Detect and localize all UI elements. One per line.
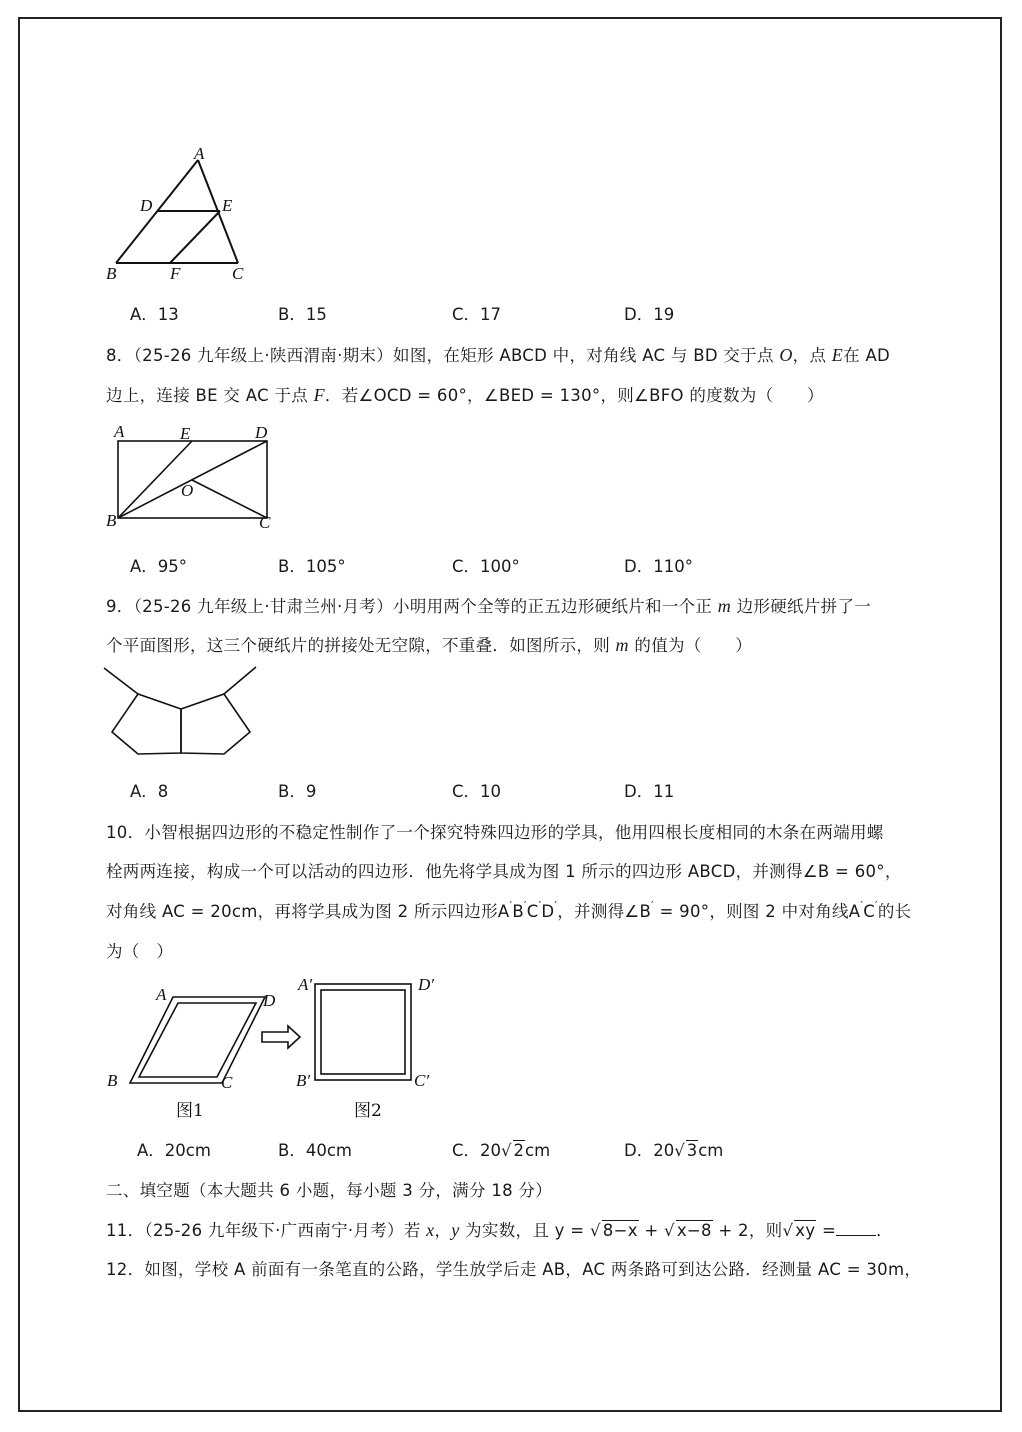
q8-option-a[interactable] bbox=[130, 553, 187, 577]
q7-line-ef bbox=[170, 211, 220, 263]
q8-label-a: A bbox=[114, 422, 125, 441]
q8-label-b: B bbox=[106, 511, 117, 530]
q10-figure bbox=[100, 972, 450, 1124]
q7-label-b: B bbox=[106, 264, 117, 283]
q11-answer-blank[interactable] bbox=[836, 1221, 876, 1236]
q10-question-line1: 10．小智根据四边形的不稳定性制作了一个探究特殊四边形的学具，他用四根长度相同的木条在两端用螺 bbox=[106, 823, 884, 842]
q8-option-d[interactable] bbox=[624, 553, 693, 577]
option-value: 15 bbox=[305, 305, 327, 324]
q7-option-d[interactable] bbox=[624, 301, 674, 325]
q9-question-line2: 个平面图形，这三个硬纸片的拼接处无空隙，不重叠．如图所示，则 m 的值为（ ） bbox=[106, 635, 753, 655]
q10-square-inner bbox=[321, 990, 405, 1074]
q10-question-line4: 为（ ） bbox=[106, 942, 174, 961]
q8-label-c: C bbox=[259, 513, 271, 532]
q7-label-d: D bbox=[140, 196, 153, 215]
option-letter: D． bbox=[624, 305, 654, 324]
q10-label-c: C bbox=[221, 1073, 233, 1092]
option-value: 11 bbox=[653, 782, 675, 801]
q7-label-c: C bbox=[232, 264, 244, 283]
q9-line-left bbox=[104, 668, 138, 694]
q10-label-c-prime: C′ bbox=[414, 1071, 430, 1090]
q8-label-e: E bbox=[180, 424, 191, 443]
option-value: 17 bbox=[480, 305, 502, 324]
q10-caption-fig2: 图2 bbox=[354, 1101, 382, 1121]
option-letter: C． bbox=[452, 782, 481, 801]
q8-line-be bbox=[118, 441, 192, 518]
q8-label-d: D bbox=[255, 423, 268, 442]
q10-arrow-icon bbox=[262, 1026, 300, 1048]
option-letter: D． bbox=[624, 557, 654, 576]
option-letter: D． bbox=[624, 782, 654, 801]
q7-triangle-figure bbox=[100, 140, 260, 285]
q7-option-c[interactable] bbox=[452, 301, 501, 325]
q8-option-c[interactable] bbox=[452, 553, 520, 577]
q10-label-a: A bbox=[156, 985, 167, 1004]
q10-caption-fig1: 图1 bbox=[176, 1101, 204, 1121]
section2-title: 二、填空题（本大题共 6 小题，每小题 3 分，满分 18 分） bbox=[106, 1181, 553, 1200]
option-value: 105° bbox=[305, 557, 346, 576]
q10-rhombus-inner bbox=[139, 1003, 256, 1077]
option-letter: C． bbox=[452, 557, 481, 576]
q10-label-d: D bbox=[263, 991, 276, 1010]
option-value: 100° bbox=[480, 557, 520, 576]
option-value: 95° bbox=[157, 557, 188, 576]
option-letter: C． bbox=[452, 305, 481, 324]
q9-option-b[interactable] bbox=[278, 778, 316, 802]
option-letter: A． bbox=[137, 1141, 165, 1160]
q10-label-b: B bbox=[107, 1071, 118, 1090]
q8-option-b[interactable] bbox=[278, 553, 346, 577]
q9-option-d[interactable] bbox=[624, 778, 674, 802]
q10-question-line3: 对角线 AC = 20cm，再将学具成为图 2 所示四边形A′B′C′D′，并测得∠B′ = 90°，则图 2 中对角线A′C′的长 bbox=[106, 898, 912, 921]
q10-label-d-prime: D′ bbox=[418, 975, 434, 994]
q9-pentagons-figure bbox=[100, 662, 265, 772]
option-letter: A． bbox=[130, 557, 158, 576]
q8-line-oc bbox=[192, 480, 267, 518]
q10-label-b-prime: B′ bbox=[296, 1071, 311, 1090]
q10-label-a-prime: A′ bbox=[298, 975, 313, 994]
q8-rectangle-figure bbox=[104, 422, 284, 537]
q10-option-b[interactable] bbox=[278, 1137, 352, 1161]
q9-question-line1: 9．（25-26 九年级上·甘肃兰州·月考）小明用两个全等的正五边形硬纸片和一个正 m 边形硬纸片拼了一 bbox=[106, 596, 872, 616]
option-value: 19 bbox=[653, 305, 675, 324]
q10-question-line2: 栓两两连接，构成一个可以活动的四边形．他先将学具成为图 1 所示的四边形 ABCD，并测得∠B = 60°， bbox=[106, 862, 902, 881]
q11-question: 11．（25-26 九年级下·广西南宁·月考）若 x，y 为实数，且 y = √ 8−x + √ x−8 + 2，则√ xy = ． bbox=[106, 1220, 893, 1240]
q12-question-line1: 12．如图，学校 A 前面有一条笔直的公路，学生放学后走 AB，AC 两条路可到达公路．经测量 AC = 30m， bbox=[106, 1260, 922, 1279]
option-letter: D． bbox=[624, 1141, 654, 1160]
q7-option-b[interactable] bbox=[278, 301, 327, 325]
q10-square-outer bbox=[315, 984, 411, 1080]
q8-question-line2: 边上，连接 BE 交 AC 于点 F．若∠OCD = 60°，∠BED = 130°，则∠BFO 的度数为（ ） bbox=[106, 385, 824, 405]
q7-label-e: E bbox=[222, 196, 233, 215]
q7-option-a[interactable] bbox=[130, 301, 179, 325]
option-letter: B． bbox=[278, 305, 306, 324]
q9-pentagon-left bbox=[112, 694, 181, 754]
q9-option-a[interactable] bbox=[130, 778, 168, 802]
option-value: 40cm bbox=[305, 1141, 352, 1160]
q7-label-f: F bbox=[170, 264, 181, 283]
option-value: 10 bbox=[480, 782, 502, 801]
q8-label-o: O bbox=[181, 481, 194, 500]
option-value: 110° bbox=[653, 557, 693, 576]
q8-question-line1: 8．（25-26 九年级上·陕西渭南·期末）如图，在矩形 ABCD 中，对角线 AC 与 BD 交于点 O，点 E在 AD bbox=[106, 345, 891, 365]
option-letter: A． bbox=[130, 305, 158, 324]
option-letter: A． bbox=[130, 782, 158, 801]
option-letter: B． bbox=[278, 557, 306, 576]
q9-option-c[interactable] bbox=[452, 778, 501, 802]
q10-option-c[interactable]: C．20√ 2cm bbox=[452, 1141, 551, 1160]
option-value: 13 bbox=[157, 305, 179, 324]
q10-option-a[interactable] bbox=[137, 1137, 211, 1161]
option-value: 20cm bbox=[164, 1141, 211, 1160]
option-letter: C． bbox=[452, 1141, 481, 1160]
q9-pentagon-right bbox=[181, 694, 250, 754]
q10-option-d[interactable]: D．20√ 3cm bbox=[624, 1141, 724, 1160]
q9-line-right bbox=[224, 667, 256, 694]
q10-rhombus-outer bbox=[130, 997, 265, 1083]
option-letter: B． bbox=[278, 1141, 306, 1160]
option-value: 9 bbox=[305, 782, 317, 801]
option-letter: B． bbox=[278, 782, 306, 801]
q7-label-a: A bbox=[194, 144, 205, 163]
option-value: 8 bbox=[157, 782, 169, 801]
